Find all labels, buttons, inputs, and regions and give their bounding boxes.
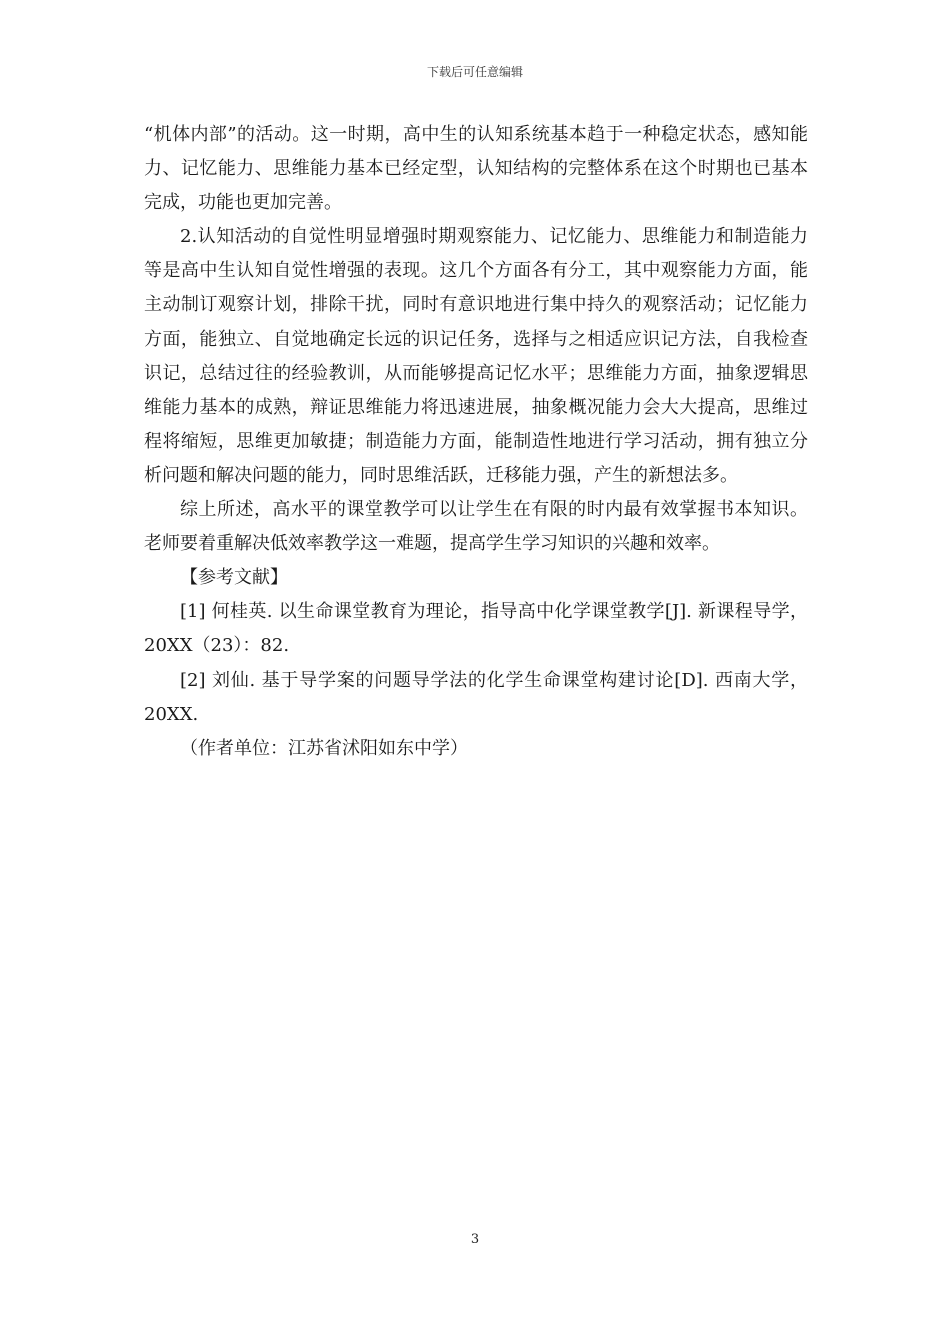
page-header: 下载后可任意编辑 (426, 65, 523, 79)
paragraph-conclusion: 综上所述，高水平的课堂教学可以让学生在有限的时内最有效掌握书本知识。老师要着重解决低效率教学这一难题，提高学生学习知识的兴趣和效率。 (144, 499, 808, 555)
reference-item-1: [1] 何桂英. 以生命课堂教育为理论，指导高中化学课堂教学[J]. 新课程导学，20XX（23）：82. (144, 601, 808, 657)
page-number: 3 (470, 1232, 480, 1247)
document-body (144, 118, 808, 766)
paragraph-continuation: “机体内部”的活动。这一时期，高中生的认知系统基本趋于一种稳定状态，感知能力、记忆能力、思维能力基本已经定型，认知结构的完整体系在这个时期也已基本完成，功能也更加完善。 (144, 124, 808, 214)
paragraph-cognitive-autonomy: 2.认知活动的自觉性明显增强时期观察能力、记忆能力、思维能力和制造能力等是高中生认知自觉性增强的表现。这几个方面各有分工，其中观察能力方面，能主动制订观察计划，排除干扰，同时有意识地进行集中持久的观察活动；记忆能力方面，能独立、自觉地确定长远的识记任务，选择与之相适应识记方法，自我检查识记，总结过往的经验教训，从而能够提高记忆水平；思维能力方面，抽象逻辑思维能力基本的成熟，辩证思维能力将迅速进展，抽象概况能力会大大提高，思维过程将缩短，思维更加敏捷；制造能力方面，能制造性地进行学习活动，拥有独立分析问题和解决问题的能力，同时思维活跃，迁移能力强，产生的新想法多。 (144, 226, 808, 486)
author-affiliation: （作者单位：江苏省沭阳如东中学） (180, 737, 468, 759)
reference-item-2: [2] 刘仙. 基于导学案的问题导学法的化学生命课堂构建讨论[D]. 西南大学，20XX. (144, 669, 808, 725)
references-heading: 【参考文献】 (180, 567, 288, 589)
